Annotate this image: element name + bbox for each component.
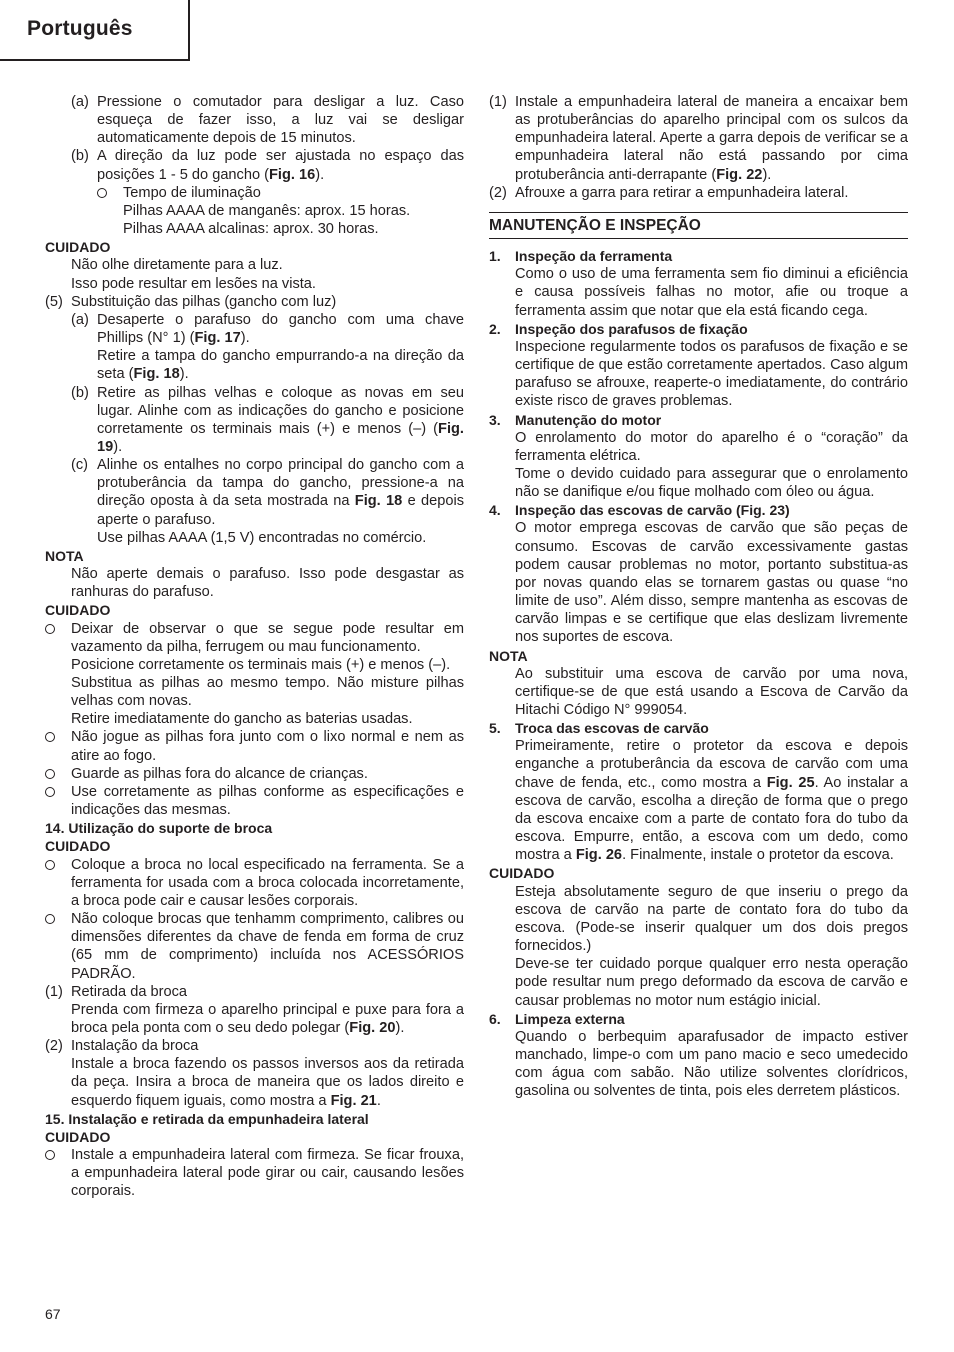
caution-bullet [45, 765, 464, 783]
maint-item-6 [489, 1010, 908, 1101]
caution-heading: CUIDADO [45, 838, 111, 855]
right-column [489, 93, 908, 1100]
battery-step-c [45, 456, 464, 547]
item-heading: Inspeção da ferramenta [515, 248, 673, 265]
step-text: Afrouxe a garra para retirar a empunhadeira lateral. [515, 184, 849, 201]
step-marker: (b) [71, 384, 89, 401]
item-text: Quando o berbequim aparafusador de impacto estiver manchado, limpe-o com um pano macio e seco umedecido com água com sabão. Não utilize solventes clorídricos, gasolina ou solventes de tinta, pois eles derretem plásticos. [515, 1028, 908, 1100]
circle-bullet-icon [45, 914, 55, 924]
alkaline-time: Pilhas AAAA alcalinas: aprox. 30 horas. [123, 221, 379, 238]
step-text: Instale a empunhadeira lateral de maneira a encaixar bem as protuberâncias do aparelho principal com os sulcos da empunhadeira lateral. Aperte a garra depois de verificar se a empunhadeira lateral não está passando por cima protuberância anti-derrapante (Fig. 22). [515, 94, 908, 183]
caution-text: Guarde as pilhas fora do alcance de crianças. [71, 765, 368, 782]
step-marker: (2) [45, 1038, 63, 1055]
step-text: Prenda com firmeza o aparelho principal e puxe para fora a broca pela ponta com o seu dedo polegar (Fig. 20). [71, 1001, 464, 1036]
item-heading: Troca das escovas de carvão [515, 720, 709, 737]
caution-text: Use corretamente as pilhas conforme as especificações e indicações das mesmas. [71, 783, 464, 819]
step-marker: (a) [71, 94, 89, 110]
battery-replacement [45, 293, 464, 311]
caution-text: Isso pode resultar em lesões na vista. [71, 275, 316, 292]
left-column [45, 93, 464, 1201]
item-heading: Limpeza externa [515, 1010, 625, 1027]
step-marker: (1) [489, 94, 507, 110]
caution-bullet [45, 856, 464, 910]
step-text: Retire as pilhas velhas e coloque as novas em seu lugar. Alinhe com as indicações do gancho e posicione corretamente os terminais mais (+) e menos (–) (Fig. 19). [97, 384, 464, 455]
caution-bullet [45, 728, 464, 764]
step-marker: (1) [45, 983, 63, 1000]
light-step-a [45, 93, 464, 147]
circle-bullet-icon [45, 732, 55, 742]
step-text: Use pilhas AAAA (1,5 V) encontradas no comércio. [97, 529, 427, 546]
caution-text: Não coloque brocas que tenhamm comprimento, calibres ou dimensões diferentes da chave de fenda em forma de cruz (65 mm de comprimento) incluída nos ACESSÓRIOS PADRÃO. [71, 911, 464, 982]
caution-heading: CUIDADO [45, 239, 111, 256]
illumination-time [45, 184, 464, 238]
step-marker: (c) [71, 457, 89, 474]
light-step-b [45, 147, 464, 183]
caution-text: Não jogue as pilhas fora junto com o lixo normal e nem as atire ao fogo. [71, 729, 464, 764]
caution-text: Retire imediatamente do gancho as baterias usadas. [71, 711, 413, 728]
handle-step-1 [489, 93, 908, 184]
note-heading: NOTA [489, 647, 528, 664]
step-heading: Retirada da broca [71, 983, 188, 1000]
caution-heading: CUIDADO [45, 602, 111, 619]
circle-bullet-icon [45, 624, 55, 634]
item-number: 4. [489, 502, 501, 519]
item-text: Tome o devido cuidado para assegurar que o enrolamento não se danifique e/ou fique molhado com óleo ou água. [515, 465, 908, 501]
maint-item-5 [489, 719, 908, 864]
item-heading: Inspeção dos parafusos de fixação [515, 320, 748, 337]
item-heading: Inspeção das escovas de carvão (Fig. 23) [515, 502, 790, 519]
step-marker: (a) [71, 311, 89, 328]
item-number: 6. [489, 1010, 501, 1027]
caution-text: Coloque a broca no local especificado na ferramenta. Se a ferramenta for usada com a broca colocada incorretamente, a broca pode cair e causar lesões corporais. [71, 856, 464, 909]
step-heading: Instalação da broca [71, 1038, 199, 1055]
item-number: 1. [489, 248, 501, 265]
item-number: 3. [489, 411, 501, 428]
step-text: Pressione o comutador para desligar a luz. Caso esqueça de fazer isso, a luz vai se desligar automaticamente depois de 15 minutos. [97, 94, 464, 147]
step-marker: (b) [71, 148, 89, 165]
battery-step-b [45, 384, 464, 457]
bit-removal [45, 983, 464, 1037]
step-text: Instale a broca fazendo os passos inversos aos da retirada da peça. Insira a broca de maneira que os lados direito e esquerdo fiquem iguais, como mostra a Fig. 21. [71, 1056, 464, 1109]
caution-bullet [45, 1146, 464, 1200]
item-text: Primeiramente, retire o protetor da escova e depois enganche a protuberância da escova de carvão com uma chave de fenda, etc., como mostra a Fig. 25. Ao instalar a escova de carvão, escolha a direção de forma que o prego da escova encaixe com a parte de contato fora do tubo da escova. Empurre, então, a escova com um dedo, como mostra a Fig. 26. Finalmente, instale o protetor da escova. [515, 738, 908, 864]
caution-text: Posicione corretamente os terminais mais (+) e menos (–). [71, 656, 451, 673]
item-text: O enrolamento do motor do aparelho é o “coração” da ferramenta elétrica. [515, 429, 908, 464]
caution-text: Deve-se ter cuidado porque qualquer erro nesta operação pode resultar num prego deformado da escova de carvão e causar problemas no motor num estágio inicial. [515, 956, 908, 1009]
note-heading: NOTA [45, 547, 84, 564]
item-text: Inspecione regularmente todos os parafusos de fixação e se certifique de que estão corretamente apertados. Caso algum parafuso se afrouxe, reaperte-o imediatamente, do contrário existe risco de graves problemas. [515, 338, 908, 410]
maint-item-2 [489, 320, 908, 411]
item-heading: Manutenção do motor [515, 411, 662, 428]
note-text: Ao substituir uma escova de carvão por uma nova, certifique-se de que está usando a Escova de Carvão da Hitachi Código N° 999054. [515, 665, 908, 718]
step-marker: (5) [45, 293, 63, 310]
maintenance-section-heading: MANUTENÇÃO E INSPEÇÃO [489, 212, 908, 239]
caution-bullet [45, 910, 464, 983]
bit-installation [45, 1037, 464, 1110]
circle-bullet-icon [97, 188, 107, 198]
circle-bullet-icon [45, 787, 55, 797]
caution-text: Esteja absolutamente seguro de que inseriu o prego da escova de carvão na parte de contato fora do tubo da escova. (Pode-se inserir qualquer um dos dois pregos fornecidos.) [515, 883, 908, 955]
step-text: Retire a tampa do gancho empurrando-a na direção da seta (Fig. 18). [97, 348, 464, 383]
section-14-heading: 14. Utilização do suporte de broca [45, 820, 273, 837]
section-15-heading: 15. Instalação e retirada da empunhadeira lateral [45, 1110, 369, 1127]
maint-item-4 [489, 501, 908, 646]
maint-item-3 [489, 411, 908, 502]
caution-text: Deixar de observar o que se segue pode resultar em vazamento da pilha, ferrugem ou mau funcionamento. [71, 620, 464, 655]
manganese-time: Pilhas AAAA de manganês: aprox. 15 horas. [123, 202, 411, 219]
maint-item-1 [489, 247, 908, 320]
language-tab [0, 0, 190, 61]
step-text: Desaperte o parafuso do gancho com uma chave Phillips (N° 1) (Fig. 17). [97, 311, 464, 347]
step-marker: (2) [489, 184, 507, 201]
caution-text: Substitua as pilhas ao mesmo tempo. Não misture pilhas velhas com novas. [71, 675, 464, 710]
handle-step-2 [489, 184, 908, 202]
caution-bullet [45, 783, 464, 819]
item-number: 2. [489, 320, 501, 337]
item-text: O motor emprega escovas de carvão que são peças de consumo. Escovas de carvão excessivamente gastas podem causar problemas no motor, portanto substitua-as por novas quando elas se tornarem gastas ou quase “no limite de uso”. Além disso, sempre mantenha as escovas de carvão limpas e se certifique que elas deslizam livremente nos suportes de escova. [515, 520, 908, 646]
circle-bullet-icon [45, 769, 55, 779]
note-text: Não aperte demais o parafuso. Isso pode desgastar as ranhuras do parafuso. [71, 566, 464, 601]
circle-bullet-icon [45, 860, 55, 870]
caution-text: Instale a empunhadeira lateral com firmeza. Se ficar frouxa, a empunhadeira lateral pode girar ou cair, causando lesões corporais. [71, 1147, 464, 1200]
item-number: 5. [489, 720, 501, 737]
circle-bullet-icon [45, 1150, 55, 1160]
language-label: Português [27, 17, 133, 40]
step-text: Alinhe os entalhes no corpo principal do gancho com a protuberância da tampa do gancho, pressione-a na direção oposta à da seta mostrada na Fig. 18 e depois aperte o parafuso. [97, 457, 464, 528]
step-heading: Substituição das pilhas (gancho com luz) [71, 293, 337, 310]
illumination-heading: Tempo de iluminação [123, 184, 261, 201]
item-text: Como o uso de uma ferramenta sem fio diminui a eficiência e causa possíveis falhas no motor, afie ou troque a ferramenta assim que notar que ela está ficando cega. [515, 266, 908, 319]
caution-bullet [45, 620, 464, 729]
page-number: 67 [45, 1306, 61, 1322]
caution-heading: CUIDADO [489, 865, 555, 882]
caution-text: Não olhe diretamente para a luz. [71, 257, 283, 274]
caution-heading: CUIDADO [45, 1128, 111, 1145]
battery-step-a [45, 311, 464, 384]
step-text: A direção da luz pode ser ajustada no espaço das posições 1 - 5 do gancho (Fig. 16). [97, 148, 464, 183]
